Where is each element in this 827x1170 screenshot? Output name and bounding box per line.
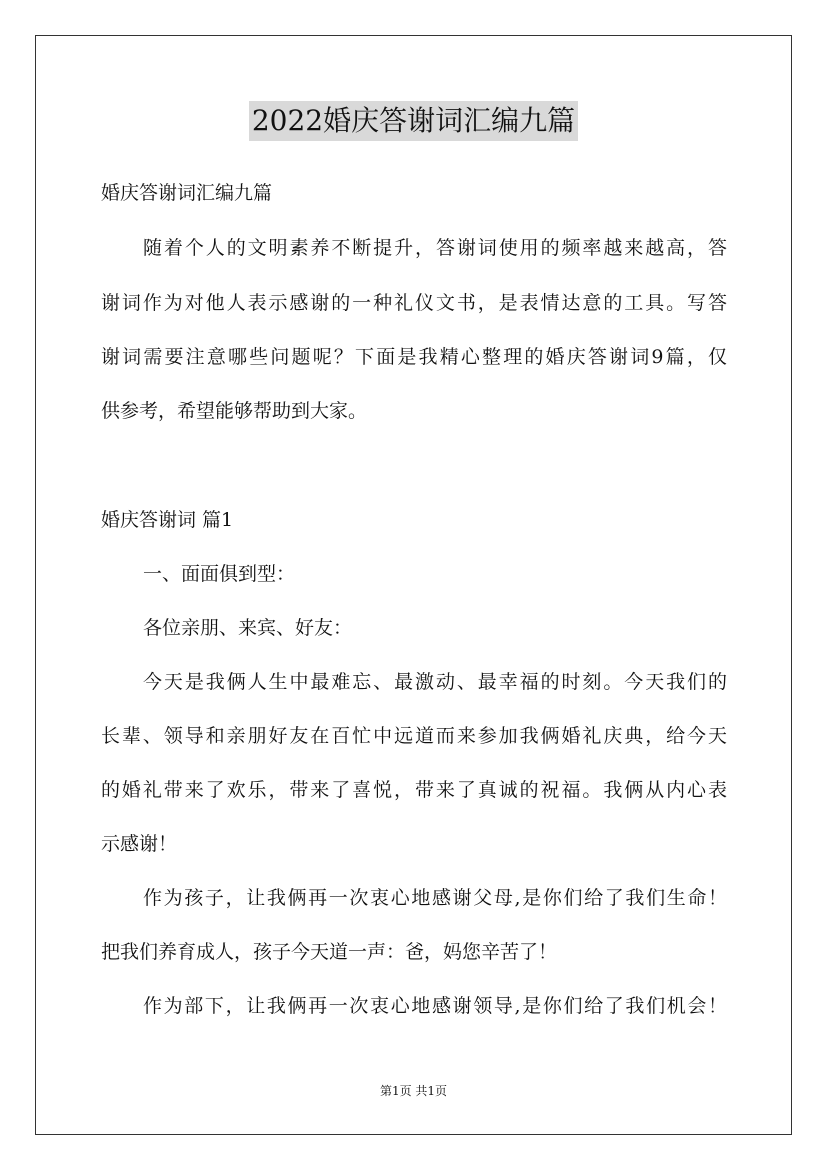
section-heading: 婚庆答谢词 篇1 (101, 509, 234, 531)
document-title: 2022婚庆答谢词汇编九篇 (249, 101, 578, 141)
intro-line-2: 谢词作为对他人表示感谢的一种礼仪文书，是表情达意的工具。写答 (101, 292, 727, 314)
salutation: 各位亲朋、来宾、好友： (143, 617, 353, 639)
body-line-5: 作为孩子，让我俩再一次衷心地感谢父母,是你们给了我们生命！ (143, 887, 727, 909)
body-line-3: 的婚礼带来了欢乐，带来了喜悦，带来了真诚的祝福。我俩从内心表 (101, 779, 727, 801)
subtitle: 婚庆答谢词汇编九篇 (101, 182, 273, 204)
body-line-7: 作为部下，让我俩再一次衷心地感谢领导,是你们给了我们机会！ (143, 995, 727, 1017)
body-line-6: 把我们养育成人，孩子今天道一声：爸，妈您辛苦了！ (101, 941, 558, 963)
section-label: 一、面面俱到型： (143, 563, 296, 585)
title-container (0, 101, 827, 141)
body-line-1: 今天是我俩人生中最难忘、最激动、最幸福的时刻。今天我们的 (143, 671, 727, 693)
intro-line-4: 供参考，希望能够帮助到大家。 (101, 400, 368, 422)
body-line-2: 长辈、领导和亲朋好友在百忙中远道而来参加我俩婚礼庆典，给今天 (101, 725, 727, 747)
page-footer: 第1页 共1页 (379, 1084, 448, 1098)
body-line-4: 示感谢！ (101, 833, 178, 855)
intro-line-1: 随着个人的文明素养不断提升，答谢词使用的频率越来越高，答 (143, 237, 727, 259)
intro-line-3: 谢词需要注意哪些问题呢？下面是我精心整理的婚庆答谢词9篇，仅 (101, 346, 727, 368)
